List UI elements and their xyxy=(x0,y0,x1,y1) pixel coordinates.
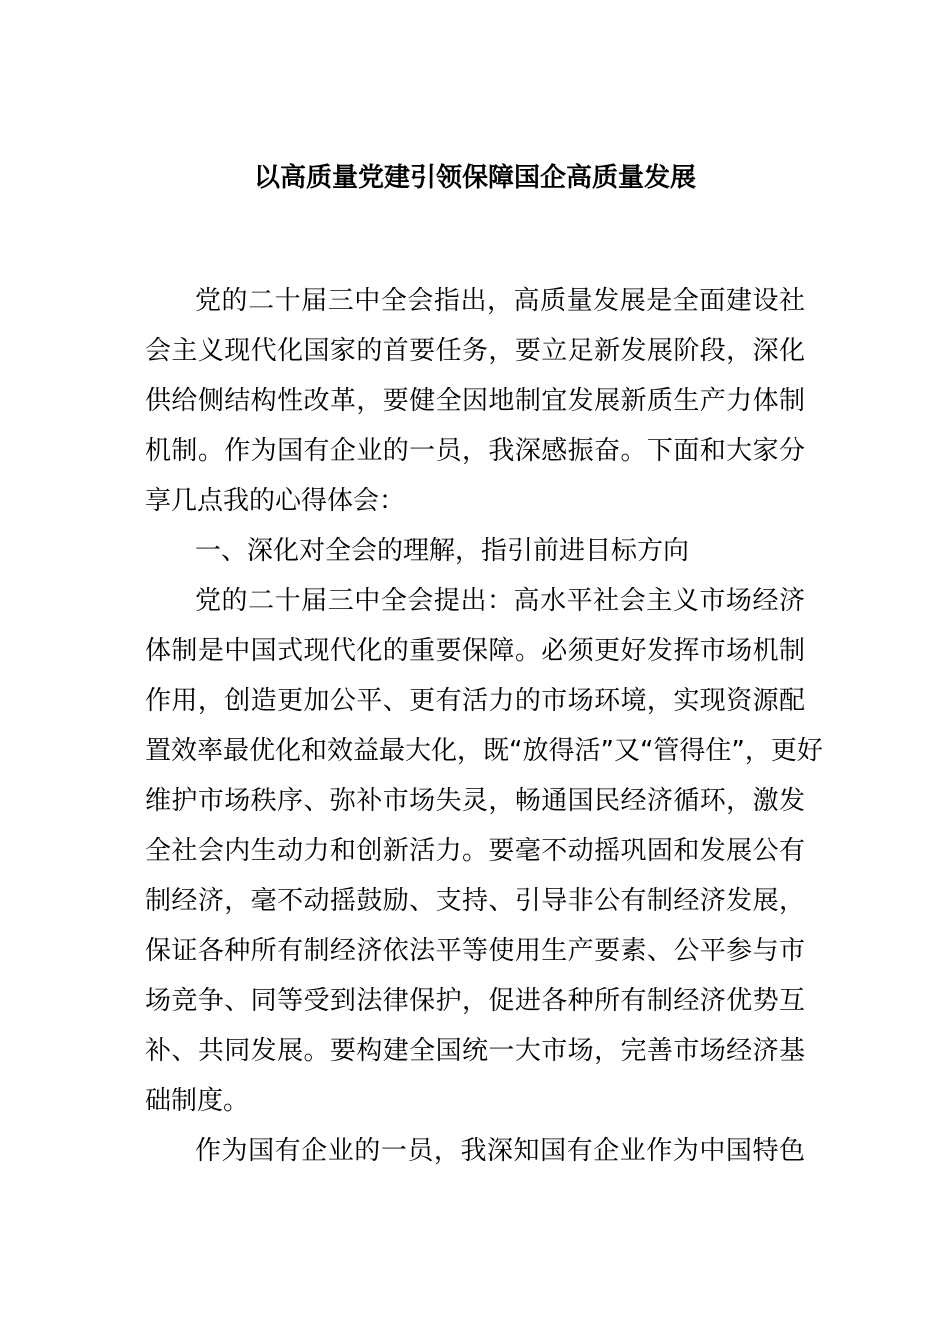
paragraph-line: 体制是中国式现代化的重要保障。必须更好发挥市场机制 xyxy=(145,636,805,666)
paragraph-line: 维护市场秩序、弥补市场失灵，畅通国民经济循环，激发 xyxy=(145,786,805,816)
paragraph-line: 全社会内生动力和创新活力。要毫不动摇巩固和发展公有 xyxy=(145,836,805,866)
paragraph-line: 作为国有企业的一员，我深知国有企业作为中国特色 xyxy=(195,1136,805,1166)
paragraph-line: 补、共同发展。要构建全国统一大市场，完善市场经济基 xyxy=(145,1036,805,1066)
paragraph-line: 保证各种所有制经济依法平等使用生产要素、公平参与市 xyxy=(145,936,805,966)
document-title: 以高质量党建引领保障国企高质量发展 xyxy=(253,163,696,193)
paragraph-line: 机制。作为国有企业的一员，我深感振奋。下面和大家分 xyxy=(145,436,805,466)
paragraph-line: 党的二十届三中全会提出：高水平社会主义市场经济 xyxy=(195,586,805,616)
paragraph-line: 作用，创造更加公平、更有活力的市场环境，实现资源配 xyxy=(145,686,805,716)
paragraph-line: 享几点我的心得体会： xyxy=(145,486,406,516)
paragraph-line: 础制度。 xyxy=(145,1086,250,1116)
paragraph-line: 供给侧结构性改革，要健全因地制宜发展新质生产力体制 xyxy=(145,386,805,416)
section-heading: 一、深化对全会的理解，指引前进目标方向 xyxy=(195,536,690,566)
paragraph-line: 制经济，毫不动摇鼓励、支持、引导非公有制经济发展， xyxy=(145,886,805,916)
paragraph-line: 置效率最优化和效益最大化，既“放得活”又“管得住”，更好 xyxy=(145,736,823,766)
paragraph-line: 场竞争、同等受到法律保护，促进各种所有制经济优势互 xyxy=(145,986,805,1016)
paragraph-line: 会主义现代化国家的首要任务，要立足新发展阶段，深化 xyxy=(145,336,805,366)
paragraph-line: 党的二十届三中全会指出，高质量发展是全面建设社 xyxy=(195,286,805,316)
